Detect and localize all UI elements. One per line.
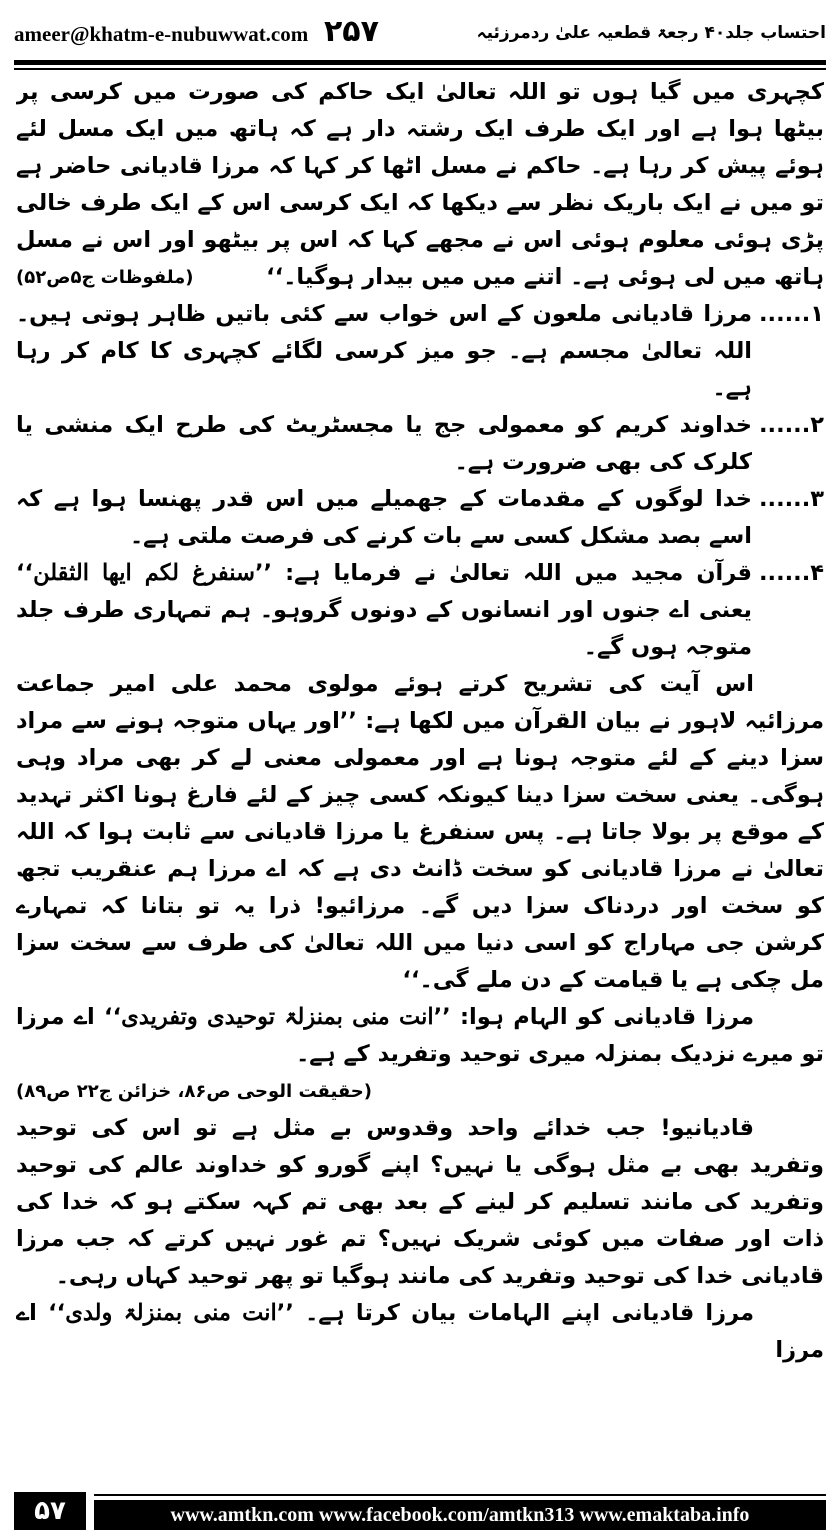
paragraph-4: قادیانیو! جب خدائے واحد وقدوس بے مثل ہے تو اس کی توحید وتفرید بھی بے مثل ہوگی یا نہیں؟ اپنے گورو کو خداوند عالم کی توحید وتفرید کی مانند تسلیم کر لینے کے بعد بھی تم کہہ سکتے ہو کہ خدا کی ذات اور صفات میں کوئی شریک نہیں؟ تم غور نہیں کرتے کہ جب مرزا قادیانی خدا کی توحید وتفرید کی مانند ہوگیا تو پھر توحید کہاں رہی۔	[16, 1115, 824, 1289]
footer-urls: www.amtkn.com www.facebook.com/amtkn313 www.emaktaba.info	[94, 1500, 826, 1530]
paragraph-3-after: ‘‘ اے مرزا تو میرے نزدیک بمنزلہ میری توحید وتفرید کے ہے۔	[16, 1004, 824, 1067]
paragraph-3	[16, 999, 824, 1102]
list-item	[16, 555, 824, 666]
arabic-ilham-1: انت منی بمنزلۃ توحیدی وتفریدی	[121, 1004, 434, 1030]
list-item-number: ۲......	[758, 412, 824, 438]
running-title: احتساب جلد۴۰ رجعۃ قطعیہ علیٰ ردمرزئیہ	[476, 23, 826, 43]
arabic-quote: سنفرغ لکم ایھا الثقلن	[33, 560, 255, 586]
header-rule-thick	[14, 60, 826, 65]
list-item	[16, 407, 824, 481]
header-page-number: ۲۵۷	[324, 14, 379, 49]
list-item-number: ۴......	[758, 560, 824, 586]
footer-page-number: ۵۷	[14, 1492, 86, 1530]
paragraph-1	[16, 74, 824, 296]
paragraph-2: اس آیت کی تشریح کرتے ہوئے مولوی محمد علی امیر جماعت مرزائیہ لاہور نے بیان القرآن میں لکھا ہے: ’’اور یہاں متوجہ ہونے سے مراد سزا دینے کے لئے متوجہ ہونا ہے اور معمولی معنی لے کر بھی مراد وہی ہوگی۔ یعنی سخت سزا دینا کیونکہ کسی چیز کے لئے فارغ ہونا اکثر تہدید کے موقع پر بولا جاتا ہے۔ پس سنفرغ یا مرزا قادیانی سے ثابت ہوا کہ اللہ تعالیٰ نے مرزا قادیانی کو سخت ڈانٹ دی ہے کہ اے مرزا ہم عنقریب تجھ کو سخت اور دردناک سزا دیں گے۔ مرزائیو! ذرا یہ تو بتانا کہ تمہارے کرشن جی مہاراج کو اسی دنیا میں اللہ تعالیٰ کی طرف سے سخت سزا مل چکی ہے یا قیامت کے دن ملے گی۔‘‘	[16, 671, 824, 993]
list-item	[16, 481, 824, 555]
list-item-number: ۱......	[758, 301, 824, 327]
page-header	[14, 14, 826, 56]
header-email: ameer@khatm-e-nubuwwat.com	[14, 22, 309, 46]
arabic-ilham-2: انت منی بمنزلۃ ولدی	[65, 1300, 277, 1326]
list-item-number: ۳......	[758, 486, 824, 512]
paragraph-5-after: ‘‘ اے مرزا	[16, 1300, 824, 1363]
footer-rule	[94, 1494, 826, 1496]
header-rule-thin	[14, 68, 826, 70]
list-item-text-after: ‘‘ یعنی اے جنوں اور انسانوں کے دونوں گروہو۔ ہم تمہاری طرف جلد متوجہ ہوں گے۔	[16, 560, 752, 660]
list-item	[16, 296, 824, 407]
paragraph-1-text: کچہری میں گیا ہوں تو اللہ تعالیٰ ایک حاکم کی صورت میں کرسی پر بیٹھا ہوا ہے اور ایک طرف ایک رشتہ دار ہے کہ ہاتھ میں ایک مسل لئے ہوئے پیش کر رہا ہے۔ حاکم نے مسل اٹھا کر کہا کہ مرزا قادیانی حاضر ہے تو میں نے ایک باریک نظر سے دیکھا کہ ایک کرسی اس کے ایک طرف خالی پڑی ہوئی معلوم ہوئی اس نے مجھے کہا کہ اس پر بیٹھو اور اس نے مسل ہاتھ میں لی ہوئی ہے۔ اتنے میں میں بیدار ہوگیا۔‘‘	[16, 79, 824, 290]
paragraph-5	[16, 1295, 824, 1369]
list-item-text	[16, 555, 752, 666]
list-item-text: مرزا قادیانی ملعون کے اس خواب سے کئی باتیں ظاہر ہوتی ہیں۔ اللہ تعالیٰ مجسم ہے۔ جو میز کرسی لگائے کچہری کا کام کر رہا ہے۔	[16, 301, 752, 401]
list-item-text-before: قرآن مجید میں اللہ تعالیٰ نے فرمایا ہے: ’’	[254, 560, 752, 586]
paragraph-3-before: مرزا قادیانی کو الہام ہوا: ’’	[433, 1004, 755, 1030]
page-body	[16, 74, 824, 1474]
list-item-text: خداوند کریم کو معمولی جج یا مجسٹریٹ کی طرح ایک منشی یا کلرک کی بھی ضرورت ہے۔	[16, 412, 752, 475]
reference-2: (حقیقت الوحی ص۸۶، خزائن ج۲۲ ص۸۹)	[16, 1081, 372, 1102]
paragraph-5-before: مرزا قادیانی اپنے الہامات بیان کرتا ہے۔ ’’	[276, 1300, 755, 1326]
reference-1: (ملفوظات ج۵ص۵۲)	[16, 267, 194, 288]
list-item-text: خدا لوگوں کے مقدمات کے جھمیلے میں اس قدر پھنسا ہوا ہے کہ اسے بصد مشکل کسی سے بات کرنے کی فرصت ملتی ہے۔	[16, 486, 752, 549]
